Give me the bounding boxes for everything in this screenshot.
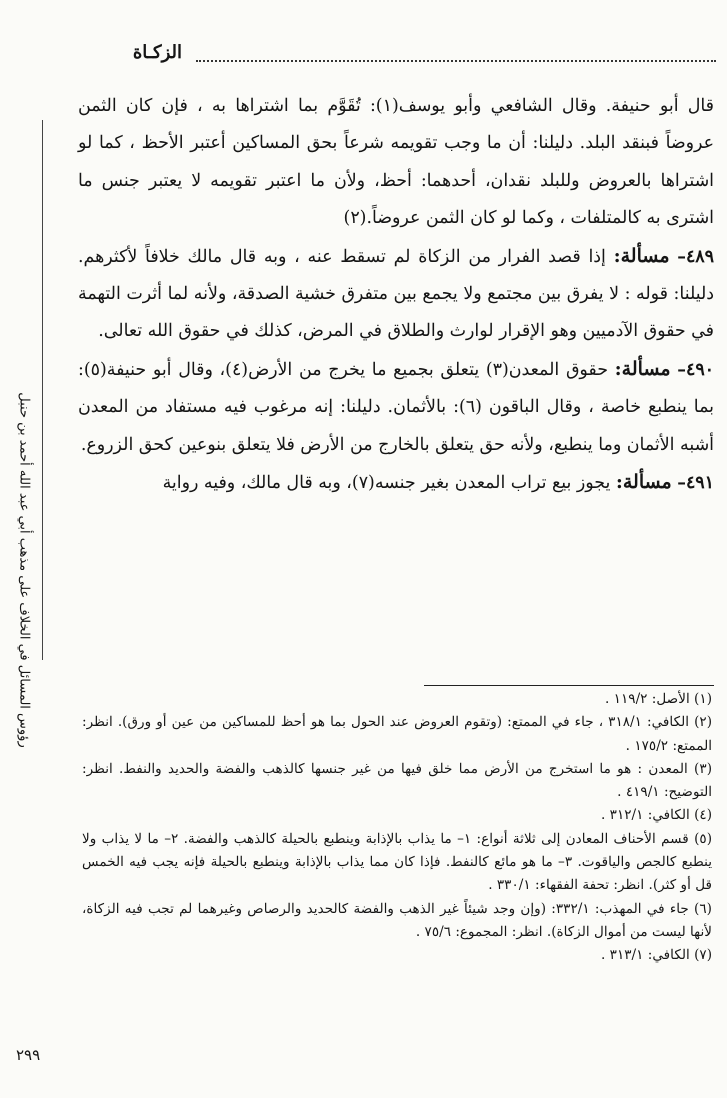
side-book-title-area: [0, 392, 48, 748]
footnote-7: (٧) الكافي: ٣١٣/١ .: [601, 947, 712, 964]
issue-text: يجوز بيع تراب المعدن بغير جنسه(٧)، وبه قال مالك، وفيه رواية: [162, 473, 611, 494]
issue-number: ٤٩١–: [677, 473, 714, 494]
footnote-6: (٦) جاء في المهذب: ٣٣٢/١: (وإن وجد شيئاً غير الذهب والفضة كالحديد والرصاص وغيرهما لم تجب فيه الزكاة، لأنها ليست من أموال الزكاة). انظر: المجموع: ٧٥/٦ .: [82, 900, 712, 940]
footnote-1: (١) الأصل: ١١٩/٢ .: [605, 691, 712, 707]
paragraph-intro: قال أبو حنيفة. وقال الشافعي وأبو يوسف(١): تُقَوَّم بما اشتراها به ، فإن كان الثمن عروضاً فبنقد البلد. دليلنا: أن ما وجب تقويمه شرعاً بحق المساكين أعتبر الأحظ ، كما لو اشتراها بالعروض وللبلد نقدان، أحدهما: أحظ، ولأن ما اعتبر تقويمه لا يعتبر جنس ما اشترى به كالمتلفات ، وكما لو كان الثمن عروضاً.(٢): [78, 96, 714, 229]
issue-number: ٤٩٠–: [677, 359, 715, 380]
paragraph-issue-489: [78, 238, 714, 351]
side-book-title: رؤوس المسائل في الخلاف على مذهب أبي عبد الله أحمد بن حنبل: [16, 392, 32, 748]
paragraph-issue-491: [78, 464, 714, 502]
issue-label: مسألة:: [614, 357, 671, 380]
footnotes-section: [82, 688, 712, 968]
main-body-text: [78, 88, 714, 502]
footnote-2: (٢) الكافي: ٣١٨/١ ، جاء في الممتع: (وتقوم العروض عند الحول بما هو أحظ للمساكين من عين أو ورق). انظر: الممتع: ١٧٥/٢ .: [82, 714, 712, 754]
issue-text: حقوق المعدن(٣) يتعلق بجميع ما يخرج من الأرض(٤)، وقال أبو حنيفة(٥): بما ينطبع خاصة ، وقال الباقون (٦): بالأثمان. دليلنا: إنه مرغوب فيه مستفاد من المعدن أشبه الأثمان وما ينطبع، ولأنه حق يتعلق بالخارج من الأرض فلا يتعلق بنوعين كحق الزروع.: [78, 359, 714, 455]
footnote-4: (٤) الكافي: ٣١٢/١ .: [601, 807, 712, 824]
paragraph-issue-490: [78, 351, 714, 464]
issue-label: مسألة:: [615, 471, 672, 494]
issue-label: مسألة:: [613, 244, 670, 267]
footnote-separator: [424, 685, 714, 686]
issue-text: إذا قصد الفرار من الزكاة لم تسقط عنه ، وبه قال مالك خلافاً لأكثرهم. دليلنا: قوله : لا يفرق بين مجتمع ولا يجمع بين متفرق خشية الصدقة، ولأنه لما أثرت التهمة في حقوق الآدميين وهو الإقرار لوارث والطلاق في المرض، كذلك في حقوق الله تعالى.: [78, 246, 714, 342]
footnote-5: (٥) قسم الأحناف المعادن إلى ثلاثة أنواع: ١– ما يذاب بالإذابة وينطبع بالحيلة كالذهب والفضة. ٢– ما لا يذاب ولا ينطبع كالجص والياقوت. ٣– ما هو مائع كالنفط. فإذا كان مما يذاب بالإذابة وينطبع بالحيلة فإنه يجب فيه الخمس قل أو كثر). انظر: تحفة الفقهاء: ٣٣٠/١ .: [82, 830, 713, 894]
page-header-title: الزكـاة: [132, 42, 182, 63]
footnote-3: (٣) المعدن : هو ما استخرج من الأرض مما خلق فيها من غير جنسها كالذهب والفضة والحديد والنفط. انظر: التوضيح: ٤١٩/١ .: [82, 760, 712, 801]
page-number: ٢٩٩: [16, 1046, 41, 1064]
issue-number: ٤٨٩–: [677, 246, 714, 267]
header-dotted-rule: [196, 60, 716, 62]
